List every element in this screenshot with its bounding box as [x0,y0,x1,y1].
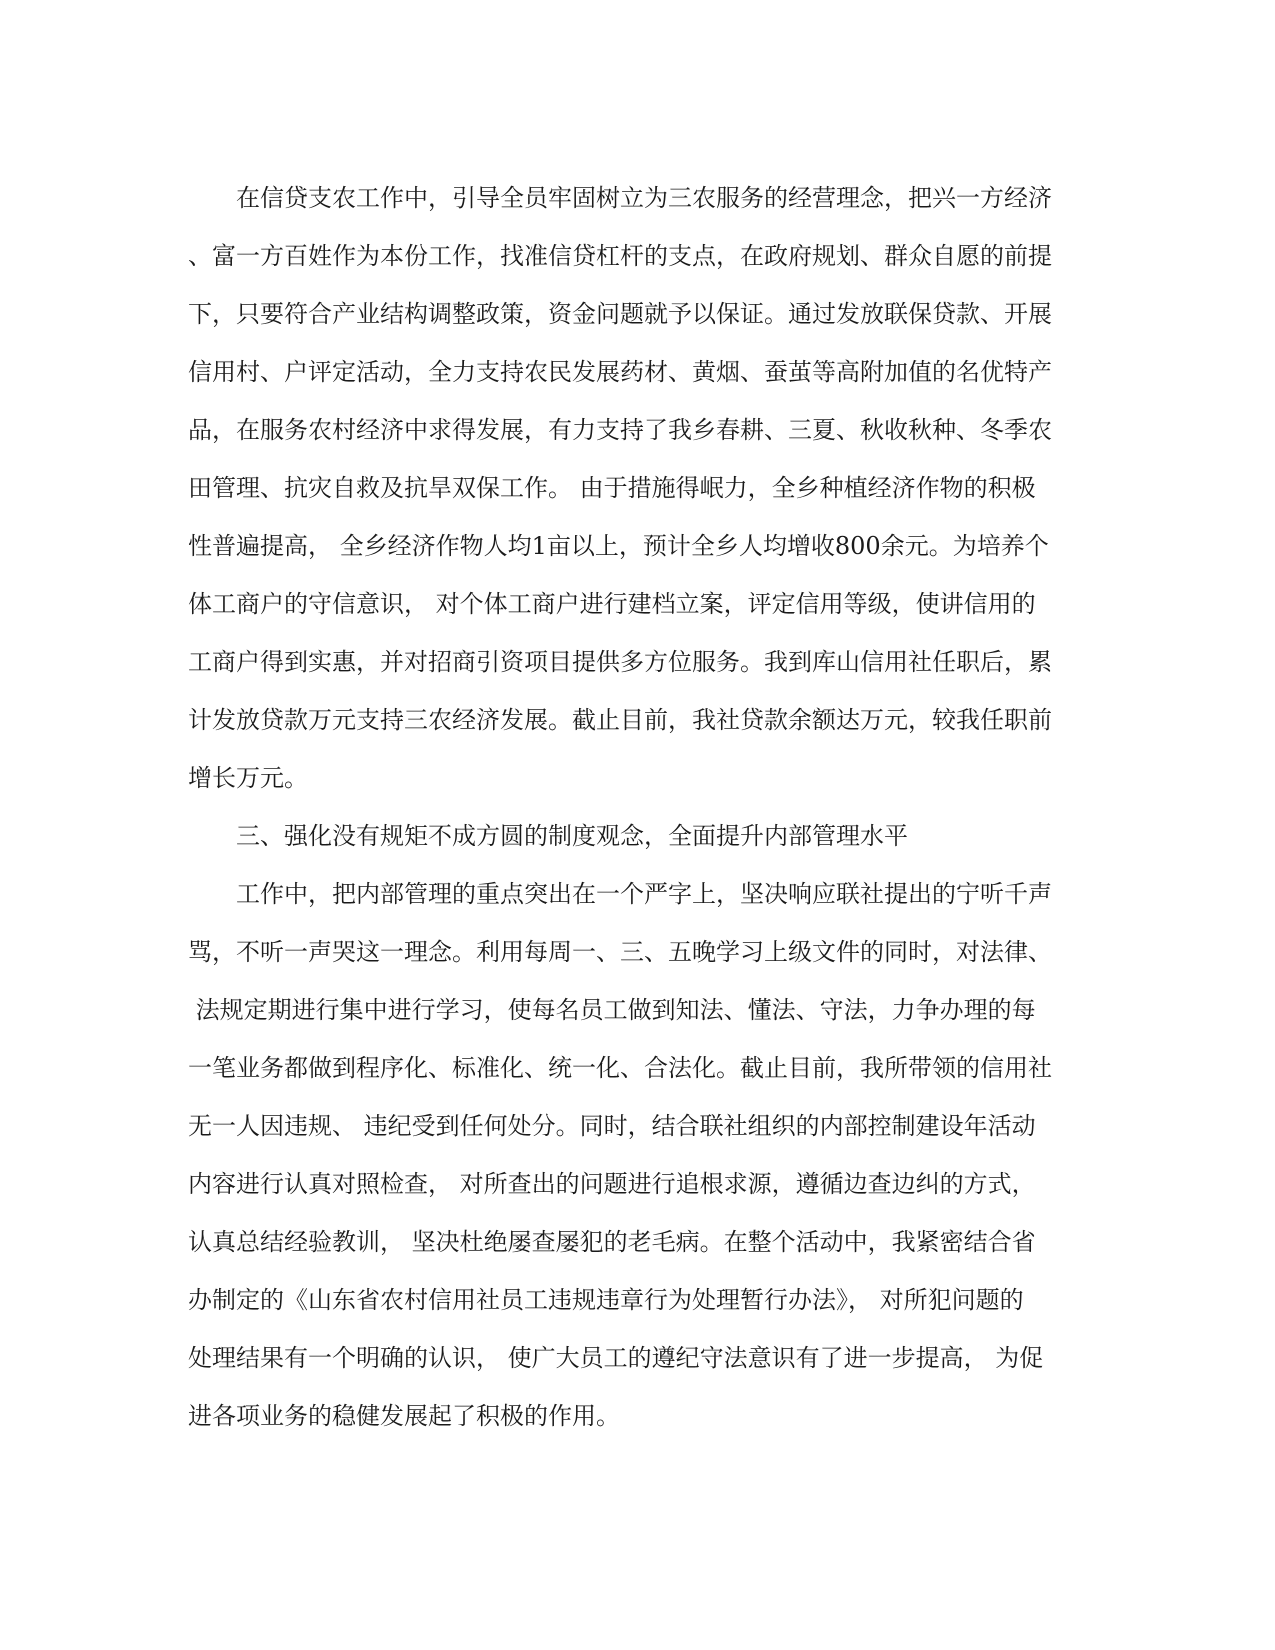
paragraph-line: 无一人因违规、 违纪受到任何处分。同时，结合联社组织的内部控制建设年活动 [188,1112,1036,1140]
paragraph-line: 处理结果有一个明确的认识， 使广大员工的遵纪守法意识有了进一步提高， 为促 [188,1344,1044,1372]
paragraph-line: 一笔业务都做到程序化、标准化、统一化、合法化。截止目前，我所带领的信用社 [188,1054,1052,1082]
paragraph-line: 法规定期进行集中进行学习，使每名员工做到知法、懂法、守法，力争办理的每 [188,996,1036,1024]
paragraph-line: 信用村、户评定活动，全力支持农民发展药材、黄烟、蚕茧等高附加值的名优特产 [188,358,1052,386]
paragraph-line: 办制定的《山东省农村信用社员工违规违章行为处理暂行办法》， 对所犯问题的 [188,1286,1024,1314]
section-heading: 三、强化没有规矩不成方圆的制度观念，全面提升内部管理水平 [236,822,908,850]
paragraph-line: 性普遍提高， 全乡经济作物人均1亩以上，预计全乡人均增收800余元。为培养个 [188,532,1049,560]
paragraph-line: 认真总结经验教训， 坚决杜绝屡查屡犯的老毛病。在整个活动中，我紧密结合省 [188,1228,1036,1256]
paragraph-line: 体工商户的守信意识， 对个体工商户进行建档立案，评定信用等级，使讲信用的 [188,590,1036,618]
paragraph-line: 计发放贷款万元支持三农经济发展。截止目前，我社贷款余额达万元，较我任职前 [188,706,1052,734]
paragraph-line: 下，只要符合产业结构调整政策，资金问题就予以保证。通过发放联保贷款、开展 [188,300,1052,328]
paragraph-line: 骂，不听一声哭这一理念。利用每周一、三、五晚学习上级文件的同时，对法律、 [188,938,1052,966]
paragraph-line: 进各项业务的稳健发展起了积极的作用。 [188,1402,620,1430]
paragraph-line: 田管理、抗灾自救及抗旱双保工作。 由于措施得岷力，全乡种植经济作物的积极 [188,474,1036,502]
paragraph-line: 在信贷支农工作中，引导全员牢固树立为三农服务的经营理念，把兴一方经济 [236,184,1052,212]
paragraph-line: 、富一方百姓作为本份工作，找准信贷杠杆的支点，在政府规划、群众自愿的前提 [188,242,1052,270]
paragraph-line: 工商户得到实惠，并对招商引资项目提供多方位服务。我到库山信用社任职后，累 [188,648,1052,676]
paragraph-line: 内容进行认真对照检查， 对所查出的问题进行追根求源，遵循边查边纠的方式， [188,1170,1036,1198]
paragraph-line: 品，在服务农村经济中求得发展，有力支持了我乡春耕、三夏、秋收秋种、冬季农 [188,416,1052,444]
document-body [188,169,1088,1445]
paragraph-line: 工作中，把内部管理的重点突出在一个严字上，坚决响应联社提出的宁听千声 [236,880,1052,908]
paragraph-line: 增长万元。 [188,764,308,792]
